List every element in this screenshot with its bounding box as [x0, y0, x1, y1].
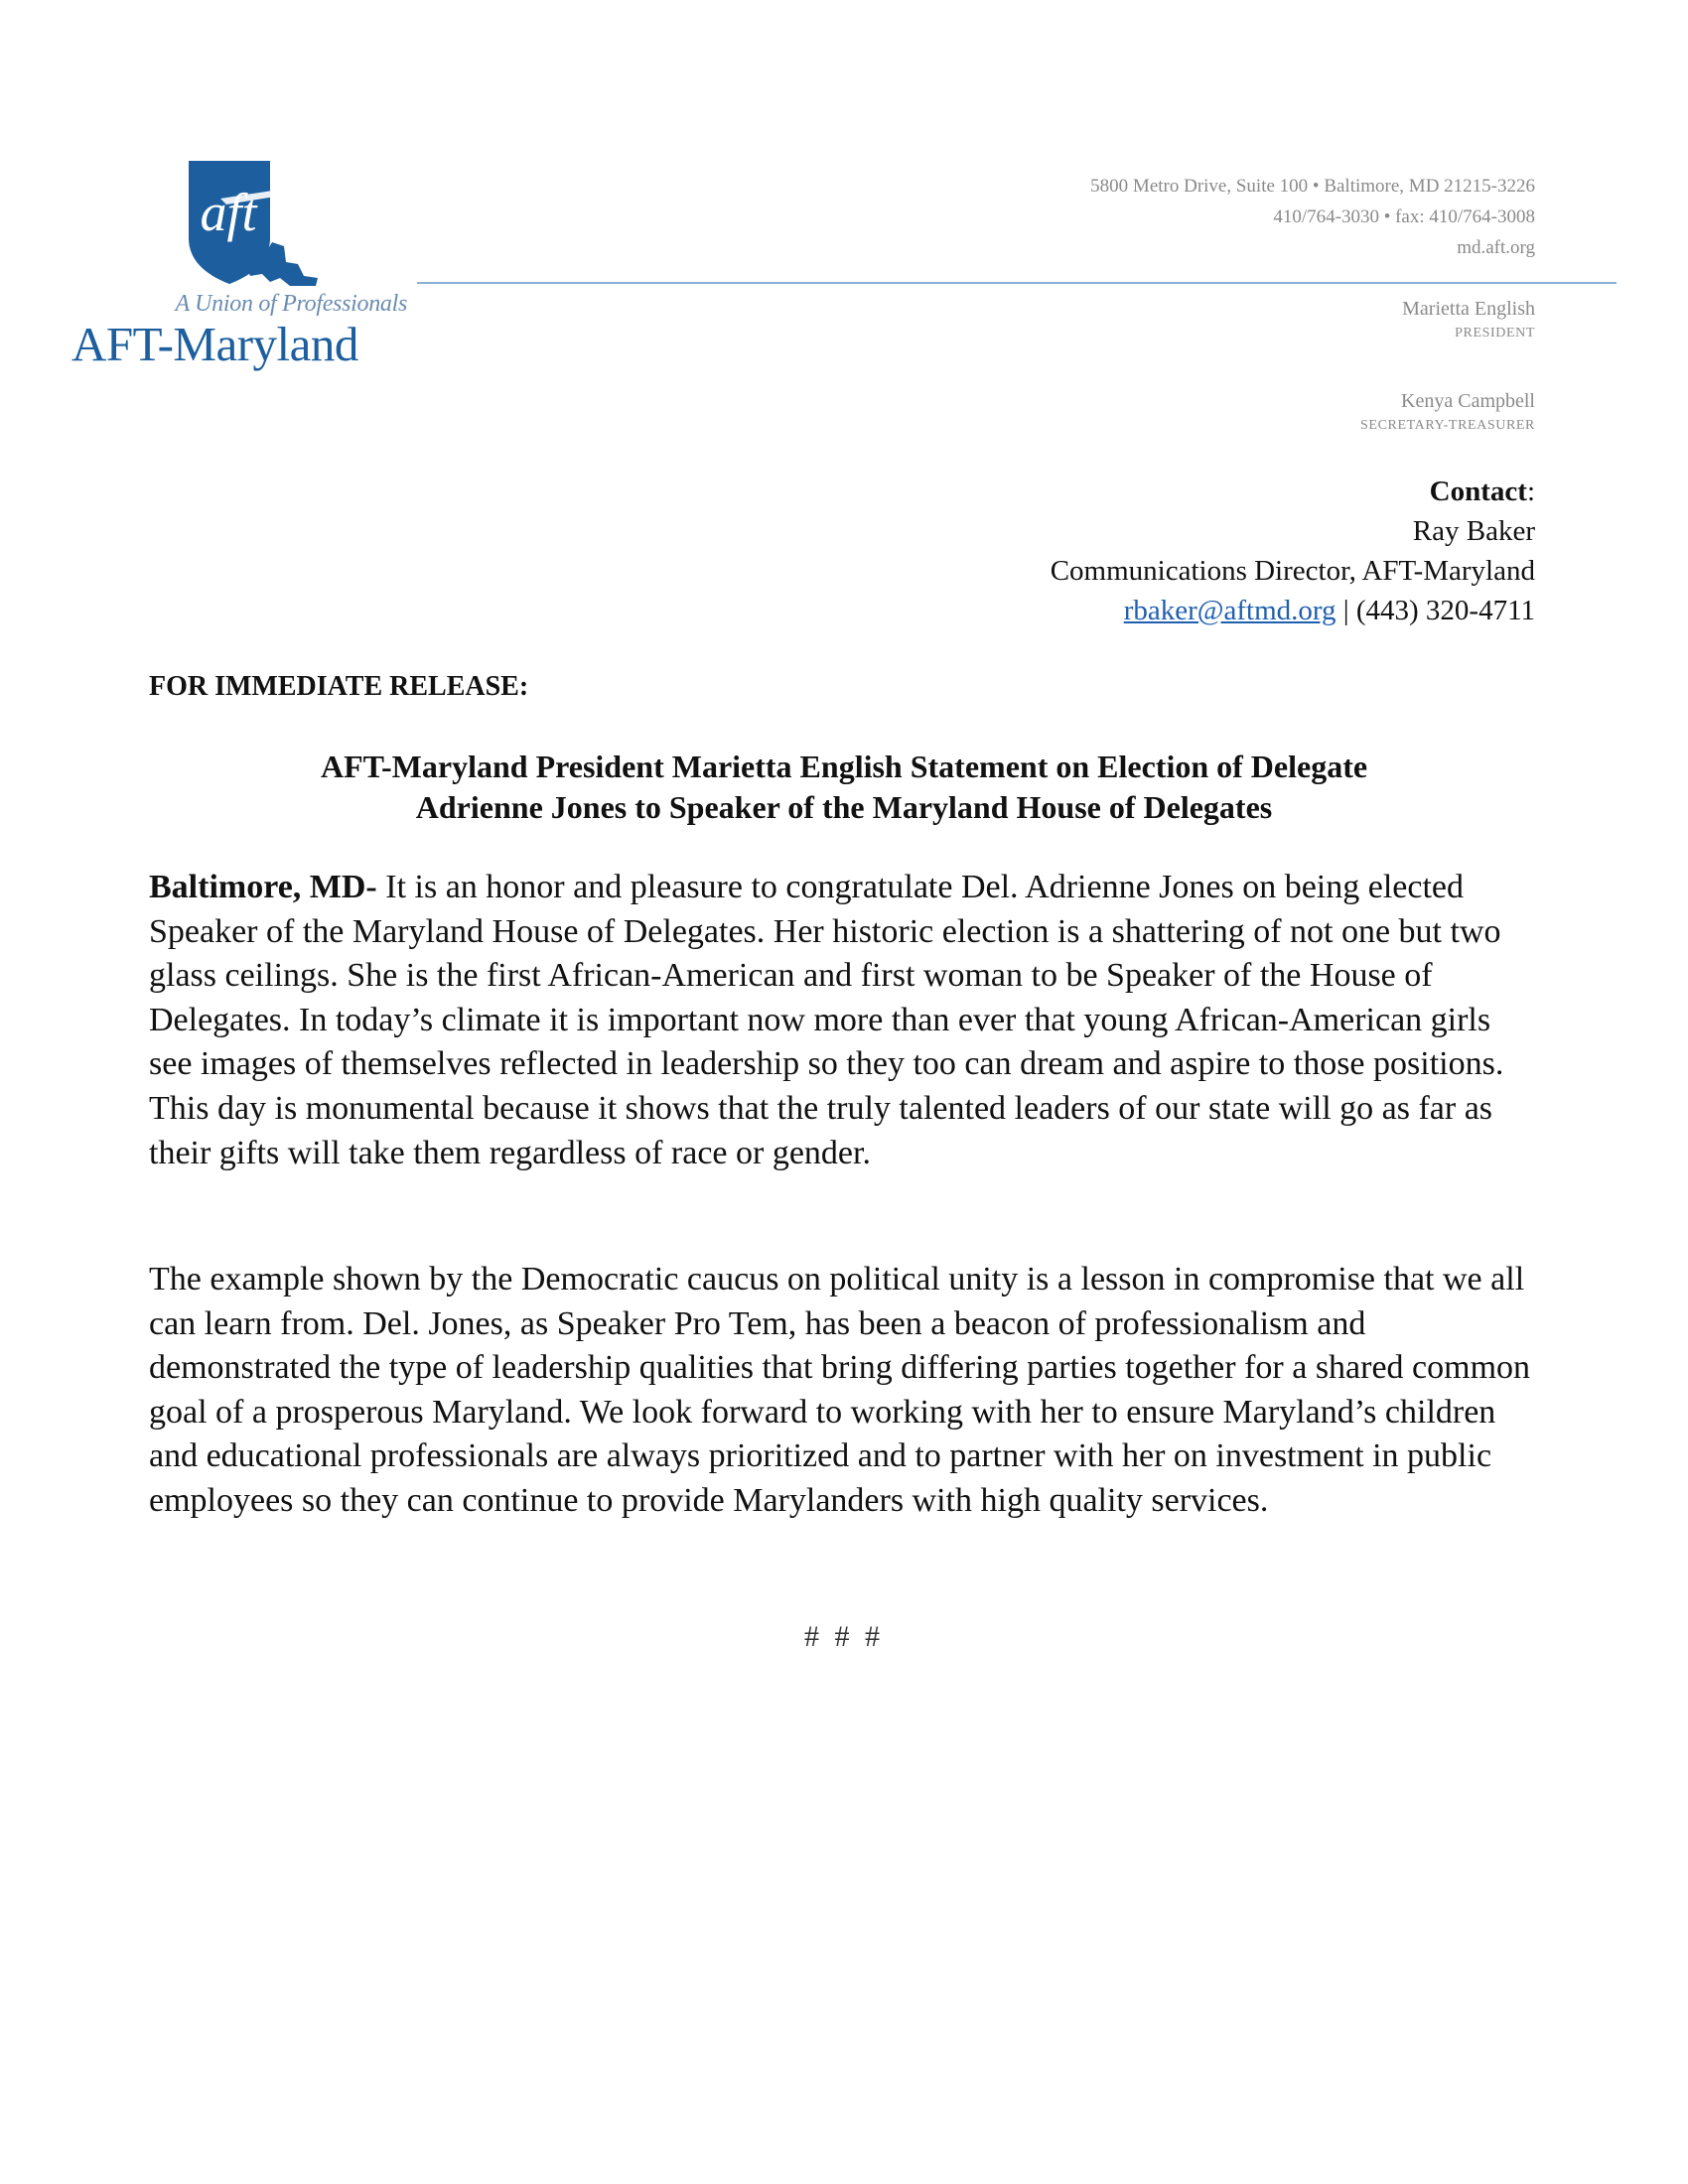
logo-tagline: A Union of Professionals [175, 291, 407, 317]
website-line: md.aft.org [1457, 237, 1535, 258]
officer-secretary-treasurer [1360, 388, 1535, 438]
contact-colon: : [1526, 476, 1535, 507]
contact-separator: | [1336, 595, 1356, 626]
officer-name: Kenya Campbell [1401, 390, 1535, 412]
headline-line-1: AFT-Maryland President Marietta English Statement on Election of Delegate [320, 749, 1368, 784]
paragraph-1-text: It is an honor and pleasure to congratulate Del. Adrienne Jones on being elected Speaker of the Maryland House of Delegates. Her historic election is a shattering of not one but two glass ceilings. She is the first African-American and first woman to be Speaker of the House of Delegates. In today’s climate it is important now more than ever that young African-American girls see images of themselves reflected in leadership so they too can dream and aspire to those positions. This day is monumental because it shows that the truly talented leaders of our state will go as far as their gifts will take them regardless of race or gender. [149, 869, 1504, 1171]
end-mark: # # # [804, 1620, 884, 1653]
officer-name: Marietta English [1402, 298, 1535, 320]
headline-line-2: Adrienne Jones to Speaker of the Maryland House of Delegates [415, 789, 1273, 825]
contact-email-link[interactable]: rbaker@aftmd.org [1123, 595, 1336, 626]
address-line: 5800 Metro Drive, Suite 100 • Baltimore, MD 21215-3226 [1090, 176, 1535, 197]
aft-maryland-logo [70, 159, 407, 372]
headline [149, 747, 1539, 828]
logo-org-name: AFT-Maryland [71, 317, 358, 371]
logo-mark-text: aft [200, 183, 257, 242]
contact-phone: (443) 320-4711 [1355, 595, 1535, 626]
contact-label: Contact [1429, 476, 1527, 507]
contact-label-line [1051, 472, 1535, 511]
aft-shield-maryland-icon [181, 159, 325, 288]
dateline: Baltimore, MD- [149, 869, 377, 905]
officer-president [1402, 296, 1535, 345]
body-paragraph-1 [149, 866, 1539, 1175]
officer-title: SECRETARY-TREASURER [1360, 418, 1535, 433]
officer-title: PRESIDENT [1455, 326, 1535, 341]
contact-title: Communications Director, AFT-Maryland [1050, 555, 1535, 587]
letterhead-address [1090, 171, 1535, 263]
contact-name: Ray Baker [1412, 515, 1535, 547]
letterhead-divider [417, 282, 1617, 284]
contact-details [1051, 591, 1535, 630]
release-label: FOR IMMEDIATE RELEASE: [149, 671, 529, 702]
phone-fax-line: 410/764-3030 • fax: 410/764-3008 [1273, 206, 1535, 227]
body-paragraph-2: The example shown by the Democratic caucus on political unity is a lesson in compromise that we all can learn from. Del. Jones, as Speaker Pro Tem, has been a beacon of professionalism and demonstrated the type of leadership qualities that bring differing parties together for a shared common goal of a prosperous Maryland. We look forward to working with her to ensure Maryland’s children and educational professionals are always prioritized and to partner with her on investment in public employees so they can continue to provide Marylanders with high quality services. [149, 1261, 1531, 1519]
contact-block [1051, 472, 1535, 630]
